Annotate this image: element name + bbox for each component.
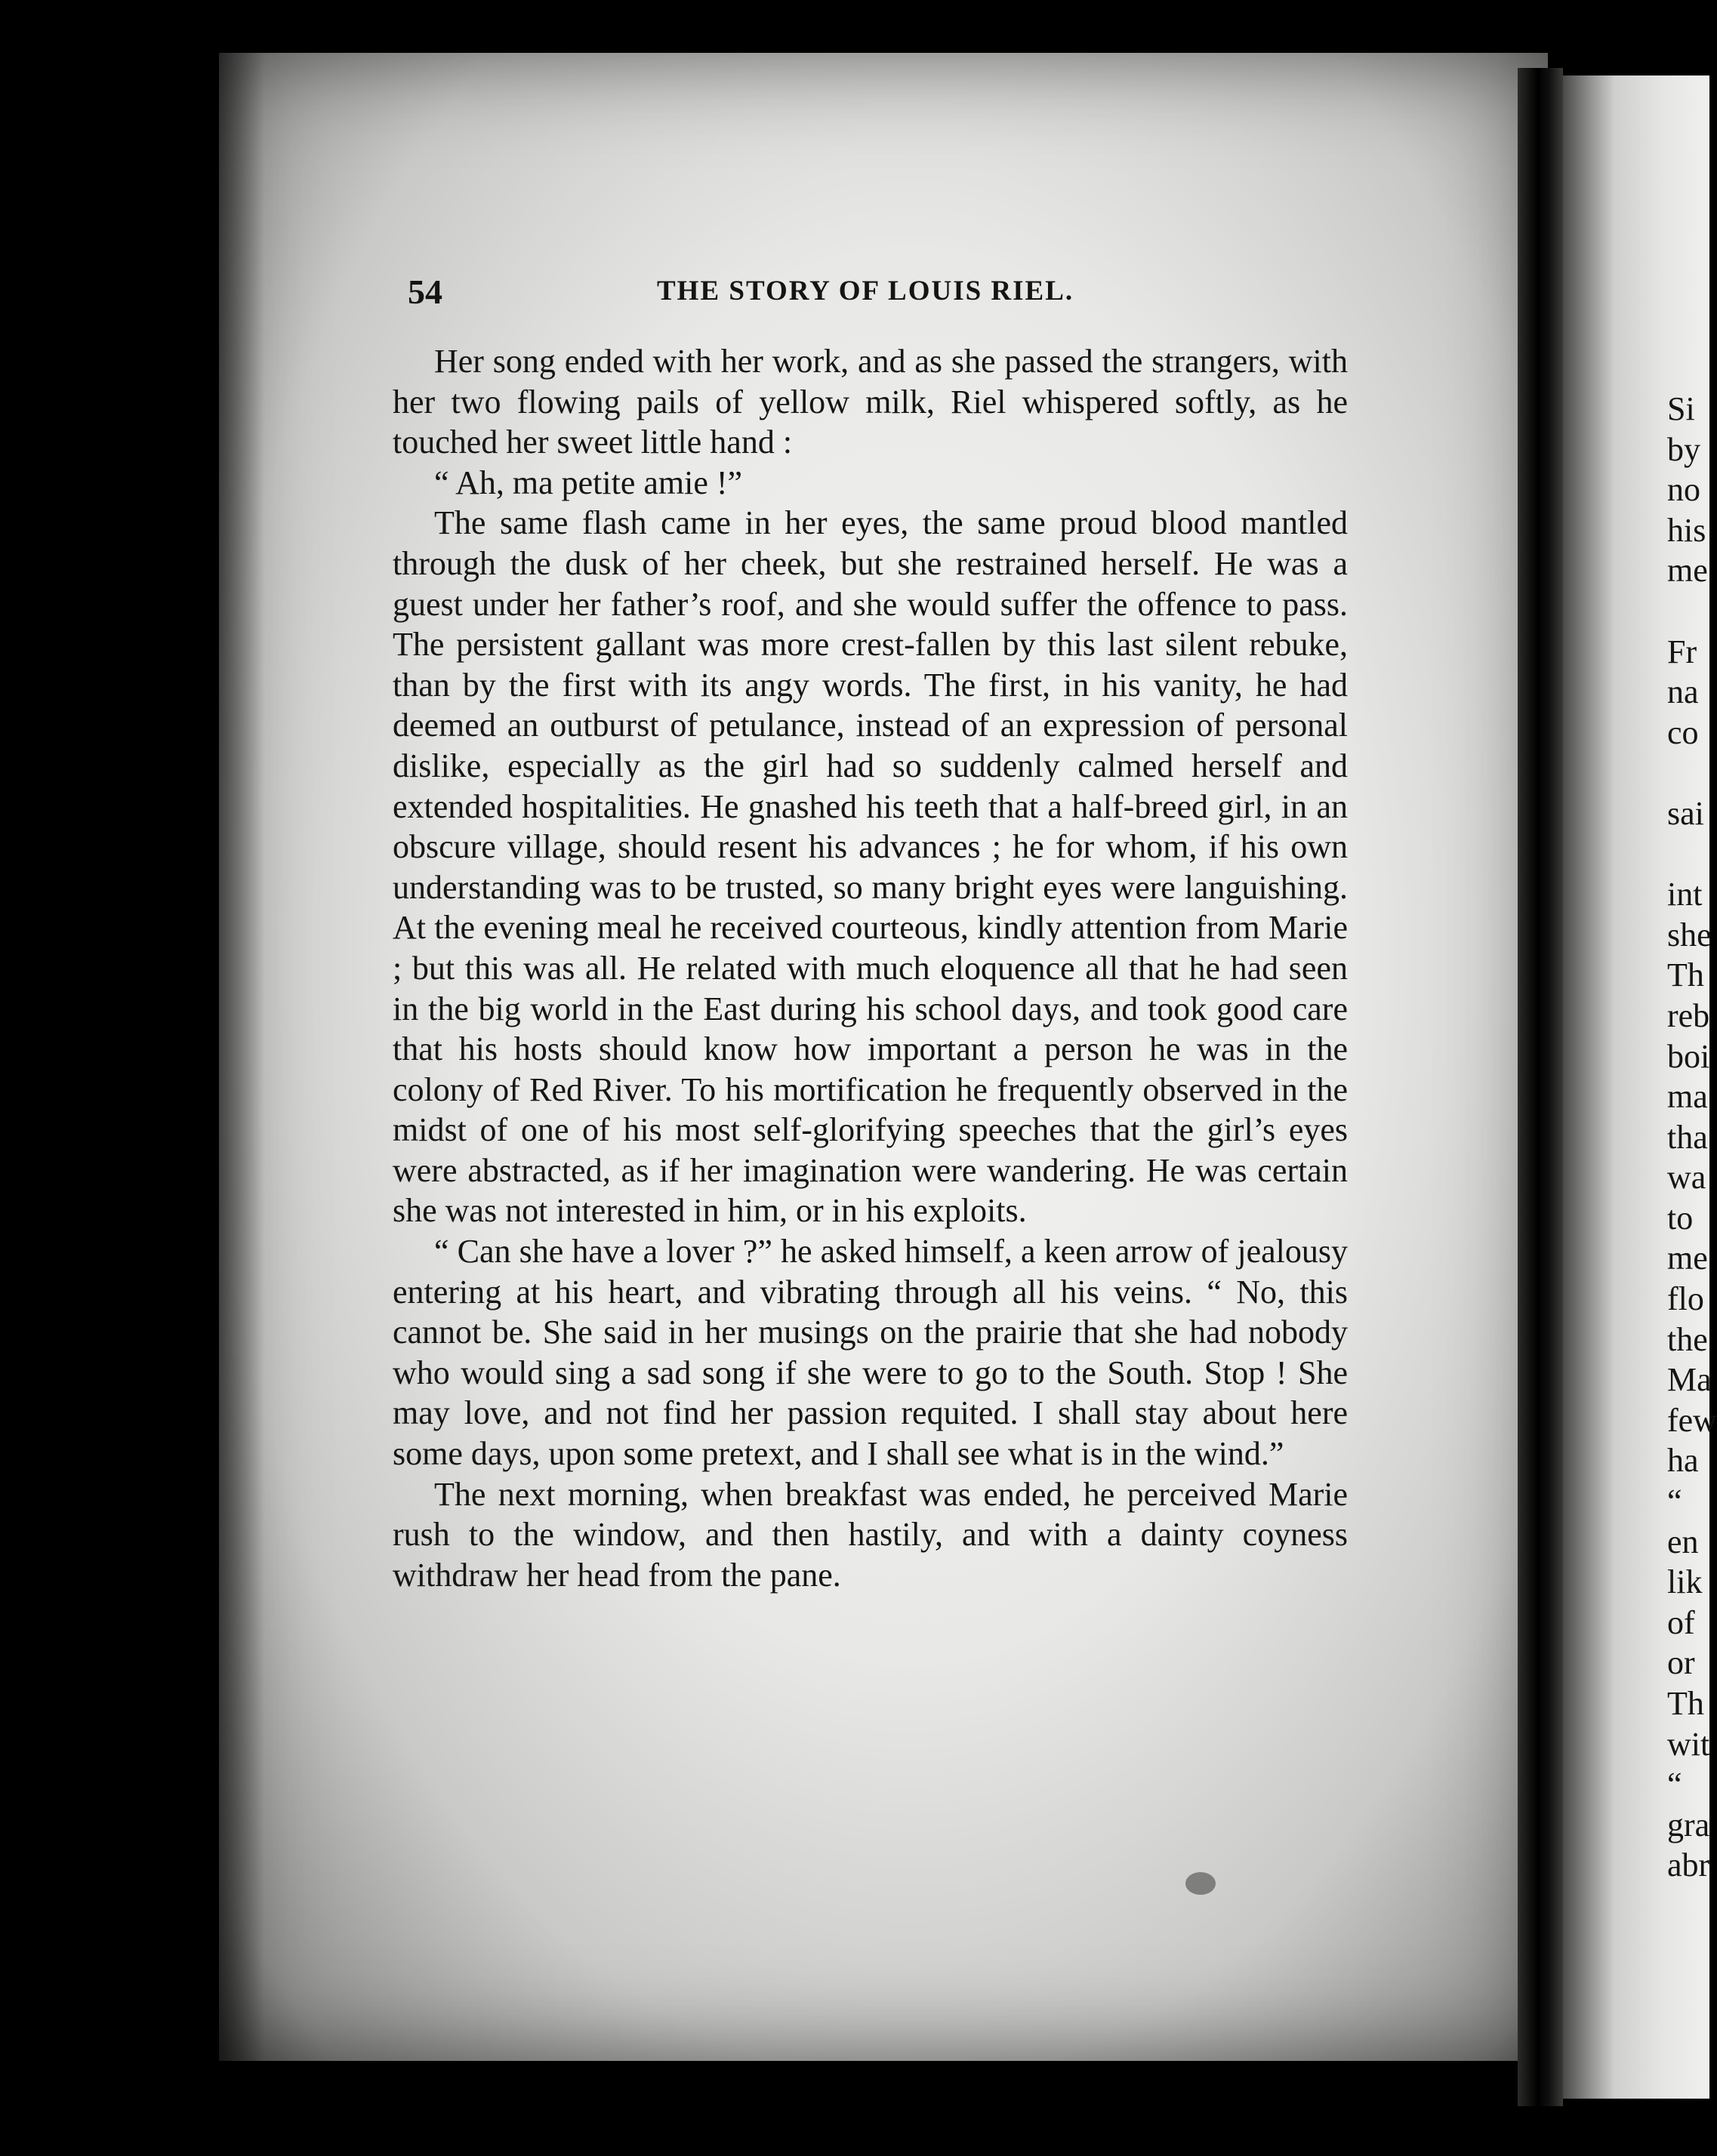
facing-page-fragment: [1667, 753, 1717, 793]
facing-page-fragment: en: [1667, 1523, 1699, 1560]
facing-page-fragment: tha: [1667, 1118, 1708, 1156]
facing-page-fragment: few: [1667, 1401, 1717, 1439]
facing-page-fragment: Ma: [1667, 1361, 1712, 1399]
facing-page-fragment: Th: [1667, 1685, 1704, 1722]
facing-page-fragment: ha: [1667, 1442, 1699, 1480]
facing-page-fragment: the: [1667, 1320, 1708, 1358]
running-title: THE STORY OF LOUIS RIEL.: [657, 276, 1074, 306]
ink-smudge: [1185, 1872, 1216, 1895]
facing-page-fragment: of: [1667, 1603, 1695, 1641]
facing-page-fragment: gra: [1667, 1806, 1710, 1843]
facing-page-fragment: Th: [1667, 956, 1704, 994]
facing-page-fragment: na: [1667, 673, 1699, 711]
facing-page-fragment: wa: [1667, 1159, 1706, 1197]
facing-page-fragment: to: [1667, 1199, 1694, 1237]
facing-page-fragment: “: [1667, 1766, 1682, 1803]
facing-page-fragment: Si: [1667, 390, 1695, 427]
facing-page-fragment: me: [1667, 552, 1708, 590]
facing-page-fragment: she: [1667, 916, 1712, 953]
facing-page-fragment: or: [1667, 1644, 1695, 1682]
paragraph: The next morning, when breakfast was ended, he perceived Marie rush to the window, and then hastily, and with a dainty coyness withdraw her head from the pane.: [393, 1475, 1348, 1594]
facing-page-fragment: sai: [1667, 794, 1704, 832]
facing-page-fragment: reb: [1667, 996, 1710, 1034]
book-gutter: [1518, 68, 1563, 2106]
facing-page-fragment: ma: [1667, 1078, 1708, 1116]
facing-page-fragment: int: [1667, 876, 1703, 913]
paragraph: The same flash came in her eyes, the same proud blood mantled through the dusk of her cheek, but she restrained herself. He was a guest under her father’s roof, and she would suffer the offence to pass. The persistent gallant was more crest-fallen by this last silent rebuke, than by the first with its angy words. The first, in his vanity, he had deemed an outburst of petulance, instead of an expression of personal dislike, especially as the girl had so suddenly calmed herself and extended hospitalities. He gnashed his teeth that a half-breed girl, in an obscure village, should resent his advances ; he for whom, if his own understanding was to be trusted, so many bright eyes were languishing. At the evening meal he received courteous, kindly attention from Marie ; but this was all. He related with much eloquence all that he had seen in the big world in the East during his school days, and took good care that his hosts should know how important a person he was in the colony of Red River. To his mortification he frequently observed in the midst of one of his most self-glorifying speeches that the girl’s eyes were abstracted, as if her imagination were wandering. He was certain she was not interested in him, or in his exploits.: [393, 504, 1348, 1230]
page-number: 54: [408, 273, 442, 311]
paragraph: Her song ended with her work, and as she passed the strangers, with her two flowing pails of yellow milk, Riel whispered softly, as he touched her sweet little hand :: [393, 343, 1348, 461]
paragraph: “ Can she have a lover ?” he asked himself, a keen arrow of jealousy entering at his heart, and vibrating through all his veins. “ No, this cannot be. She said in her musings on the prairie that she had nobody who would sing a sad song if she were to go to the South. Stop ! She may love, and not find her passion requited. I shall stay about here some days, upon some pretext, and I shall see what is in the wind.”: [393, 1233, 1348, 1473]
facing-page-fragment: flo: [1667, 1280, 1704, 1318]
facing-page-fragment: by: [1667, 430, 1700, 468]
facing-page-fragment: co: [1667, 713, 1699, 751]
facing-page-fragment: lik: [1667, 1563, 1703, 1601]
paragraph: “ Ah, ma petite amie !”: [434, 464, 743, 501]
page-edge-shadow: [219, 53, 264, 2061]
facing-page-fragment: [1667, 834, 1717, 875]
body-text: [393, 341, 1348, 1595]
facing-page-fragment: his: [1667, 511, 1706, 549]
facing-page-fragment: wit: [1667, 1725, 1710, 1763]
facing-page-fragment: boi: [1667, 1037, 1710, 1075]
facing-page-fragment: Fr: [1667, 633, 1697, 670]
facing-page-fragment: “: [1667, 1483, 1682, 1520]
facing-page-fragment: me: [1667, 1240, 1708, 1277]
facing-page-text-fragments: [1667, 389, 1717, 1886]
facing-page-fragment: no: [1667, 471, 1700, 509]
facing-page-fragment: [1667, 591, 1717, 632]
facing-page-fragment: abr: [1667, 1846, 1710, 1884]
page-header: [408, 272, 1412, 317]
